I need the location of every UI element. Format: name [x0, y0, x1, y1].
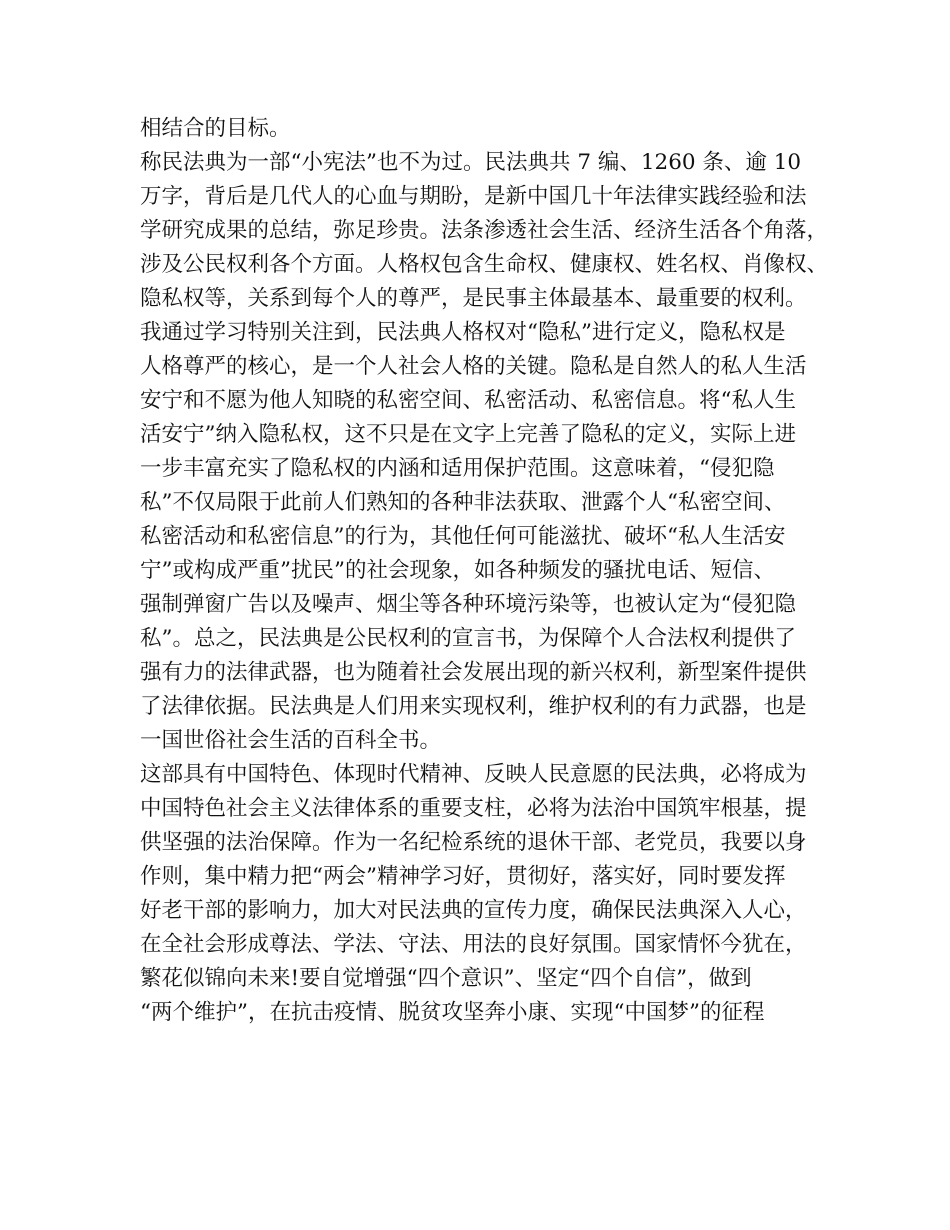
- text-line: 私密活动和私密信息”的行为，其他任何可能滋扰、破坏“私人生活安: [140, 524, 786, 549]
- text-line: 私”不仅局限于此前人们熟知的各种非法获取、泄露个人“私密空间、: [140, 490, 786, 515]
- text-line: 我通过学习特别关注到，民法典人格权对“隐私”进行定义，隐私权是: [140, 320, 786, 345]
- text-line: 称民法典为一部“小宪法”也不为过。民法典共 7 编、1260 条、逾 10: [140, 150, 802, 175]
- text-line: 在全社会形成尊法、学法、守法、用法的良好氛围。国家情怀今犹在，: [140, 932, 807, 957]
- text-line: 学研究成果的总结，弥足珍贵。法条渗透社会生活、经济生活各个角落，: [140, 218, 829, 243]
- text-line: 人格尊严的核心，是一个人社会人格的关键。隐私是自然人的私人生活: [140, 354, 807, 379]
- text-line: 中国特色社会主义法律体系的重要支柱，必将为法治中国筑牢根基，提: [140, 796, 807, 821]
- text-line: “两个维护”，在抗击疫情、脱贫攻坚奔小康、实现“中国梦”的征程: [140, 1000, 765, 1025]
- text-line: 繁花似锦向未来!要自觉增强“四个意识”、坚定“四个自信”，做到: [140, 966, 752, 991]
- body-text: [140, 112, 830, 1030]
- text-line: 相结合的目标。: [140, 116, 291, 141]
- text-line: 强有力的法律武器，也为随着社会发展出现的新兴权利，新型案件提供: [140, 660, 807, 685]
- text-line: 活安宁”纳入隐私权，这不只是在文字上完善了隐私的定义，实际上进: [140, 422, 796, 447]
- text-line: 宁”或构成严重”扰民”的社会现象，如各种频发的骚扰电话、短信、: [140, 558, 775, 583]
- text-line: 好老干部的影响力，加大对民法典的宣传力度，确保民法典深入人心，: [140, 898, 807, 923]
- text-line: 了法律依据。民法典是人们用来实现权利，维护权利的有力武器，也是: [140, 694, 807, 719]
- text-line: 这部具有中国特色、体现时代精神、反映人民意愿的民法典，必将成为: [140, 762, 807, 787]
- text-line: 安宁和不愿为他人知晓的私密空间、私密活动、私密信息。将“私人生: [140, 388, 796, 413]
- text-line: 一国世俗社会生活的百科全书。: [140, 728, 442, 753]
- text-line: 一步丰富充实了隐私权的内涵和适用保护范围。这意味着，“侵犯隐: [140, 456, 775, 481]
- text-line: 万字，背后是几代人的心血与期盼，是新中国几十年法律实践经验和法: [140, 184, 807, 209]
- text-line: 涉及公民权利各个方面。人格权包含生命权、健康权、姓名权、肖像权、: [140, 252, 829, 277]
- text-line: 供坚强的法治保障。作为一名纪检系统的退休干部、老党员，我要以身: [140, 830, 807, 855]
- text-line: 作则，集中精力把“两会”精神学习好，贯彻好，落实好，同时要发挥: [140, 864, 786, 889]
- text-line: 强制弹窗广告以及噪声、烟尘等各种环境污染等，也被认定为“侵犯隐: [140, 592, 796, 617]
- text-line: 私”。总之，民法典是公民权利的宣言书，为保障个人合法权利提供了: [140, 626, 796, 651]
- text-line: 隐私权等，关系到每个人的尊严，是民事主体最基本、最重要的权利。: [140, 286, 807, 311]
